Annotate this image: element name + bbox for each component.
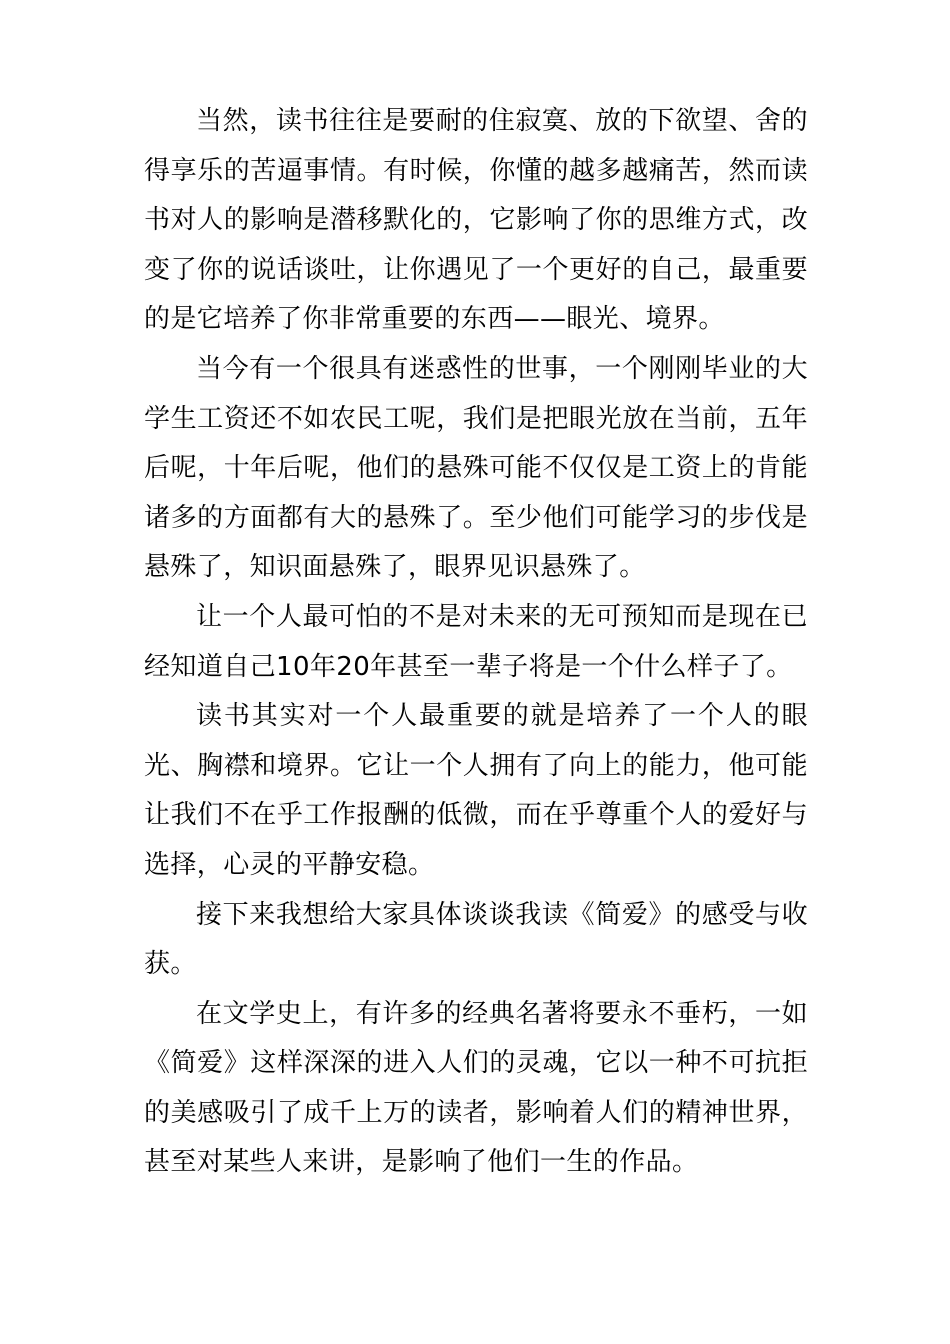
paragraph-3: 让一个人最可怕的不是对未来的无可预知而是现在已经知道自己10年20年甚至一辈子将是一个什么样子了。 (144, 601, 808, 682)
paragraph-4: 读书其实对一个人最重要的就是培养了一个人的眼光、胸襟和境界。它让一个人拥有了向上的能力，他可能让我们不在乎工作报酬的低微，而在乎尊重个人的爱好与选择，心灵的平静安稳。 (144, 701, 808, 880)
document-body (144, 97, 808, 1188)
paragraph-2: 当今有一个很具有迷惑性的世事，一个刚刚毕业的大学生工资还不如农民工呢，我们是把眼光放在当前，五年后呢，十年后呢，他们的悬殊可能不仅仅是工资上的肯能诸多的方面都有大的悬殊了。至少他们可能学习的步伐是悬殊了，知识面悬殊了，眼界见识悬殊了。 (144, 353, 808, 583)
paragraph-1: 当然，读书往往是要耐的住寂寞、放的下欲望、舍的得享乐的苦逼事情。有时候，你懂的越多越痛苦，然而读书对人的影响是潜移默化的，它影响了你的思维方式，改变了你的说话谈吐，让你遇见了一个更好的自己，最重要的是它培养了你非常重要的东西——眼光、境界。 (144, 106, 808, 335)
paragraph-5: 接下来我想给大家具体谈谈我读《简爱》的感受与收获。 (144, 899, 808, 980)
paragraph-6: 在文学史上，有许多的经典名著将要永不垂朽，一如《简爱》这样深深的进入人们的灵魂，它以一种不可抗拒的美感吸引了成千上万的读者，影响着人们的精神世界，甚至对某些人来讲，是影响了他们一生的作品。 (144, 998, 808, 1178)
